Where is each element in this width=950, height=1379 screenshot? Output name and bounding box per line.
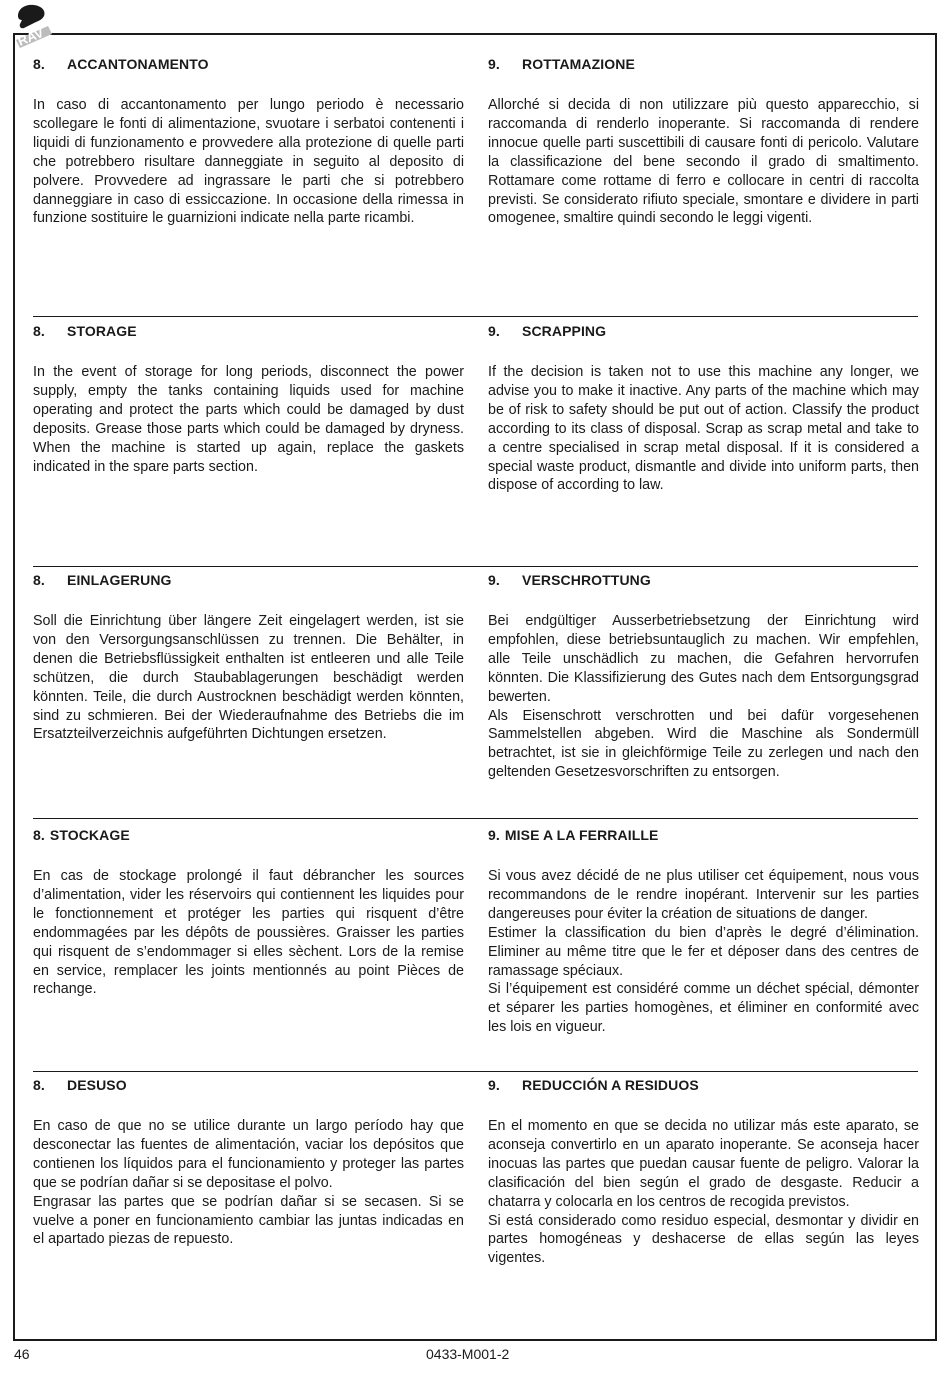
section-number: 8.: [33, 323, 45, 339]
section-title: VERSCHROTTUNG: [522, 572, 651, 588]
section-einlagerung: [33, 572, 464, 744]
section-title: MISE A LA FERRAILLE: [504, 827, 659, 843]
paragraph: En cas de stockage prolongé il faut débrancher les sources d’alimentation, vider les réservoirs qui contiennent les liquides pour le fonctionnement et protéger les parties qui risquent d’être endommagées par les dépôts de poussières. Graisser les parties qui risquent de s’endommager si elles sèchent. Lors de la remise en service, remplacer les joints mentionnés au point Pièces de rechange.: [33, 868, 464, 998]
section-desuso: [33, 1077, 464, 1249]
section-heading: [488, 56, 919, 72]
paragraph: Als Eisenschrott verschrotten und bei dafür vorgesehenen Sammelstellen abgeben. Wird die Maschine als Sondermüll betrachtet, ist sie in gleichförmige Teile zu zerlegen und nach den geltenden Gesetzesvorschriften zu entsorgen.: [488, 707, 919, 781]
section-heading: [33, 827, 464, 843]
section-body: [488, 1117, 919, 1268]
page-number: 46: [14, 1346, 30, 1362]
paragraph: Estimer la classification du bien d’après le degré d’élimination. Eliminer au même titre que le fer et déposer dans des centres de ramassage spéciaux.: [488, 924, 919, 979]
section-divider: [33, 316, 918, 317]
section-body: [488, 612, 919, 782]
section-body: [33, 96, 464, 228]
section-body: [33, 1117, 464, 1249]
svg-text:RAV: RAV: [15, 24, 46, 49]
section-title: REDUCCIÓN A RESIDUOS: [522, 1077, 699, 1093]
paragraph: En caso de que no se utilice durante un largo período hay que desconectar las fuentes de alimentación, vaciar los depósitos que contienen los líquidos para el funcionamiento y proteger las partes que se podrían dañar si se depositase el polvo.: [33, 1118, 464, 1191]
section-heading: [33, 56, 464, 72]
section-heading: [488, 572, 919, 588]
section-number: 9.: [488, 572, 500, 588]
section-heading: [488, 827, 919, 843]
paragraph: Allorché si decida di non utilizzare più questo apparecchio, si raccomanda di renderlo inoperante. Si raccomanda di rendere innocue quelle parti suscettibili di causare fonti di pericolo. Valutare la classificazione del bene secondo il grado di smaltimento. Rottamare come rottame di ferro e collocare in centri di raccolta previsti. Se considerato rifiuto speciale, smontare e dividere in parti omogenee, smaltire quindi secondo le leggi vigenti.: [488, 97, 919, 227]
section-heading: [33, 1077, 464, 1093]
section-scrapping: [488, 323, 919, 495]
section-number: 8.: [33, 827, 45, 843]
paragraph: Si vous avez décidé de ne plus utiliser cet équipement, nous vous recommandons de le rendre inopérant. Intervenir sur les parties dangereuses pour éviter la création de situations de danger.: [488, 868, 919, 922]
paragraph: Si está considerado como residuo especial, desmontar y dividir en partes homogéneas y deshacerse de ellas según las leyes vigentes.: [488, 1212, 919, 1267]
section-title: DESUSO: [67, 1077, 127, 1093]
paragraph: In caso di accantonamento per lungo periodo è necessario scollegare le fonti di alimentazione, svuotare i serbatoi contenenti i liquidi di funzionamento e provvedere alla protezione di quelle parti che potrebbero risultare danneggiate in seguito al deposito di polvere. Provvedere ad ingrassare le parti che si potrebbero danneggiare in caso di essiccazione. In occasione della rimessa in funzione sostituire le guarnizioni indicate nella parte ricambi.: [33, 97, 464, 227]
section-body: [488, 96, 919, 228]
section-title: STORAGE: [67, 323, 137, 339]
section-heading: [33, 572, 464, 588]
paragraph: En el momento en que se decida no utilizar más este aparato, se aconseja convertirlo en un aparato inoperante. Se aconseja hacer inocuas las partes que puedan causar fuente de peligro. Valorar la clasificación del bien según el grado de desgaste. Reducir a chatarra y colocarla en los centros de recogida previstos.: [488, 1118, 919, 1210]
section-heading: [33, 323, 464, 339]
rav-logo: [12, 2, 56, 52]
section-title: ROTTAMAZIONE: [522, 56, 635, 72]
section-heading: [488, 1077, 919, 1093]
section-title: ACCANTONAMENTO: [67, 56, 209, 72]
section-accantonamento: [33, 56, 464, 228]
section-number: 8.: [33, 572, 45, 588]
paragraph: Soll die Einrichtung über längere Zeit eingelagert werden, ist sie von den Versorgungsanschlüssen zu trennen. Die Behälter, in denen die Betriebsflüssigkeit enthalten ist entleeren und alle Teile schützen, die durch Staubablagerungen beschädigt werden könnten. Teile, die durch Austrocknen beschädigt werden könnten, sind zu schmieren. Bei der Wiederaufnahme des Betriebs die im Ersatzteilverzeichnis aufgeführten Dichtungen ersetzen.: [33, 613, 464, 743]
section-divider: [33, 818, 918, 819]
section-storage: [33, 323, 464, 476]
section-rottamazione: [488, 56, 919, 228]
section-title: SCRAPPING: [522, 323, 607, 339]
section-number: 9.: [488, 56, 500, 72]
paragraph: If the decision is taken not to use this machine any longer, we advise you to make it inactive. Any parts of the machine which may be of risk to safety should be put out of action. Classify the product according to its class of disposal. Scrap as scrap metal and take to a centre specialised in scrap metal disposal. If it is considered a special waste product, dismantle and divide into uniform parts, then dispose of according to law.: [488, 364, 919, 494]
section-number: 8.: [33, 1077, 45, 1093]
section-stockage: [33, 827, 464, 999]
paragraph: Engrasar las partes que se podrían dañar si se secasen. Si se vuelve a poner en funcionamiento cambiar las juntas indicadas en el apartado piezas de repuesto.: [33, 1193, 464, 1248]
document-code: 0433-M001-2: [426, 1346, 510, 1362]
section-reduccion-a-residuos: [488, 1077, 919, 1268]
section-verschrottung: [488, 572, 919, 782]
section-number: 8.: [33, 56, 45, 72]
section-number: 9.: [488, 1077, 500, 1093]
section-body: [488, 363, 919, 495]
section-divider: [33, 1071, 918, 1072]
section-number: 9.: [488, 827, 500, 843]
section-number: 9.: [488, 323, 500, 339]
section-body: [33, 612, 464, 744]
section-heading: [488, 323, 919, 339]
section-body: [488, 867, 919, 1037]
section-body: [33, 363, 464, 476]
section-title: STOCKAGE: [49, 827, 130, 843]
section-body: [33, 867, 464, 999]
section-mise-a-la-ferraille: [488, 827, 919, 1037]
paragraph: In the event of storage for long periods, disconnect the power supply, empty the tanks containing liquids used for machine operating and protect the parts which could be damaged by dust deposits. Grease those parts which could be damaged by dryness. When the machine is started up again, replace the gaskets indicated in the spare parts section.: [33, 364, 464, 475]
paragraph: Bei endgültiger Ausserbetriebsetzung der Einrichtung wird empfohlen, diese betriebsuntauglich zu machen. Wir empfehlen, alle Teile unschädlich zu machen, die Gefahren hervorrufen könnten. Die Klassifizierung des Gutes nach dem Entsorgungsgrad bewerten.: [488, 613, 919, 705]
section-title: EINLAGERUNG: [67, 572, 172, 588]
paragraph: Si l’équipement est considéré comme un déchet spécial, démonter et séparer les parties homogènes, et éliminer en conformité avec les lois en vigueur.: [488, 981, 919, 1036]
section-divider: [33, 566, 918, 567]
